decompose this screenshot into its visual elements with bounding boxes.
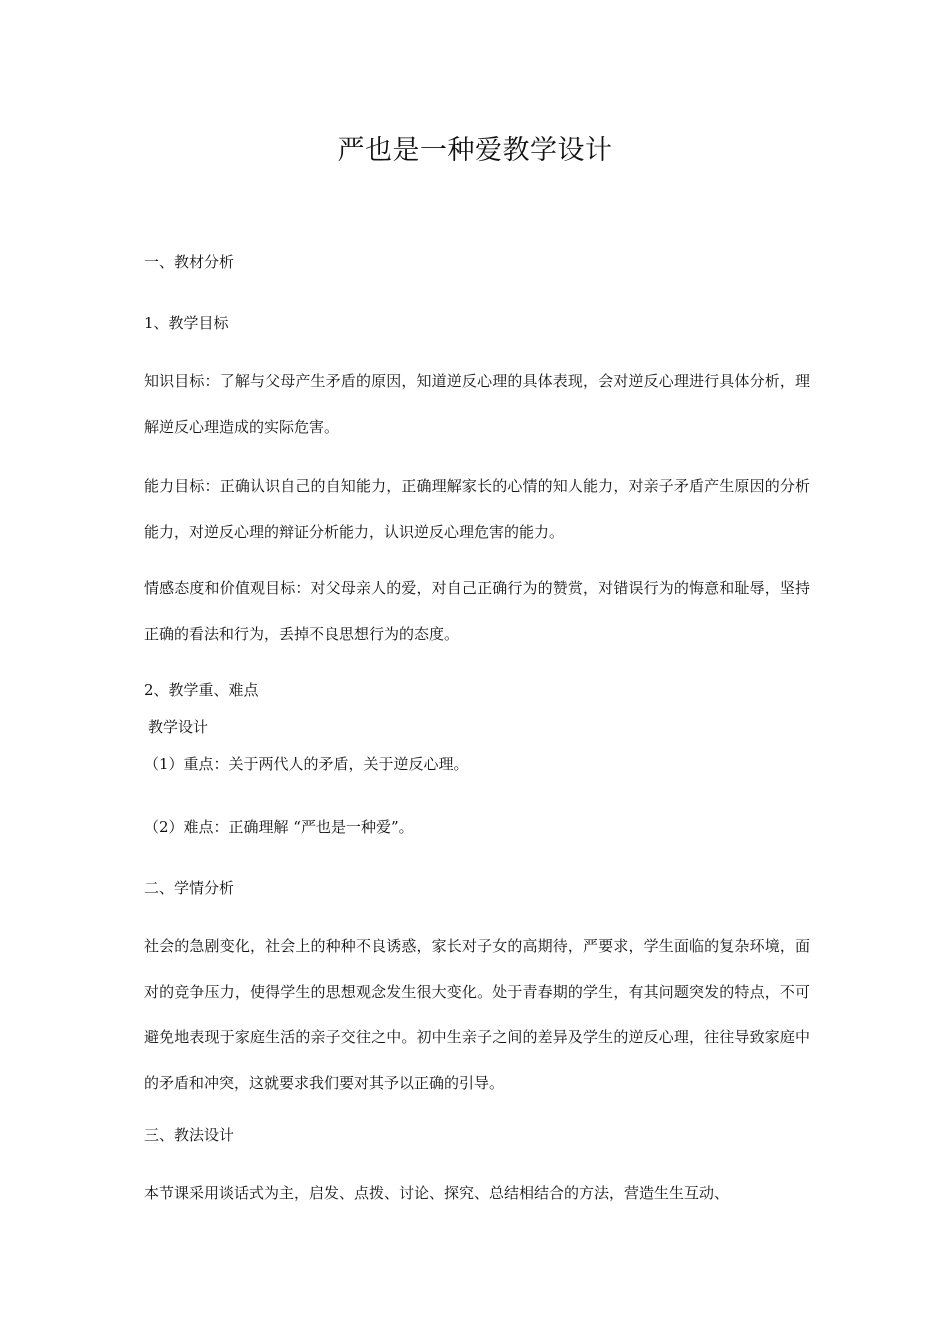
ability-goal-paragraph: 能力目标：正确认识自己的自知能力，正确理解家长的心情的知人能力，对亲子矛盾产生原因的分析能力，对逆反心理的辩证分析能力，认识逆反心理危害的能力。	[144, 477, 810, 541]
subheading-key-difficult-points: 2、教学重、难点	[144, 681, 259, 699]
difficult-point-line: （2）难点：正确理解 “严也是一种爱”。	[144, 818, 414, 836]
teaching-method-paragraph: 本节课采用谈话式为主，启发、点拨、讨论、探究、总结相结合的方法，营造生生互动、	[144, 1184, 730, 1202]
emotion-goal-paragraph: 情感态度和价值观目标：对父母亲人的爱，对自己正确行为的赞赏，对错误行为的悔意和耻辱，坚持正确的看法和行为，丢掉不良思想行为的态度。	[144, 579, 810, 643]
teaching-design-label: 教学设计	[148, 718, 209, 736]
student-analysis-paragraph: 社会的急剧变化，社会上的种种不良诱惑，家长对子女的高期待，严要求，学生面临的复杂环境，面对的竞争压力，使得学生的思想观念发生很大变化。处于青春期的学生，有其问题突发的特点，不可避免地表现于家庭生活的亲子交往之中。初中生亲子之间的差异及学生的逆反心理，往往导致家庭中的矛盾和冲突，这就要求我们要对其予以正确的引导。	[144, 937, 810, 1092]
section-heading-student-analysis: 二、学情分析	[144, 879, 235, 897]
section-heading-teaching-method: 三、教法设计	[144, 1126, 235, 1144]
section-heading-textbook-analysis: 一、教材分析	[144, 253, 235, 271]
knowledge-goal-paragraph: 知识目标：了解与父母产生矛盾的原因，知道逆反心理的具体表现，会对逆反心理进行具体分析，理解逆反心理造成的实际危害。	[144, 372, 810, 436]
subheading-teaching-goals: 1、教学目标	[144, 314, 229, 332]
document-title: 严也是一种爱教学设计	[337, 135, 613, 166]
key-point-line: （1）重点：关于两代人的矛盾，关于逆反心理。	[144, 755, 469, 773]
